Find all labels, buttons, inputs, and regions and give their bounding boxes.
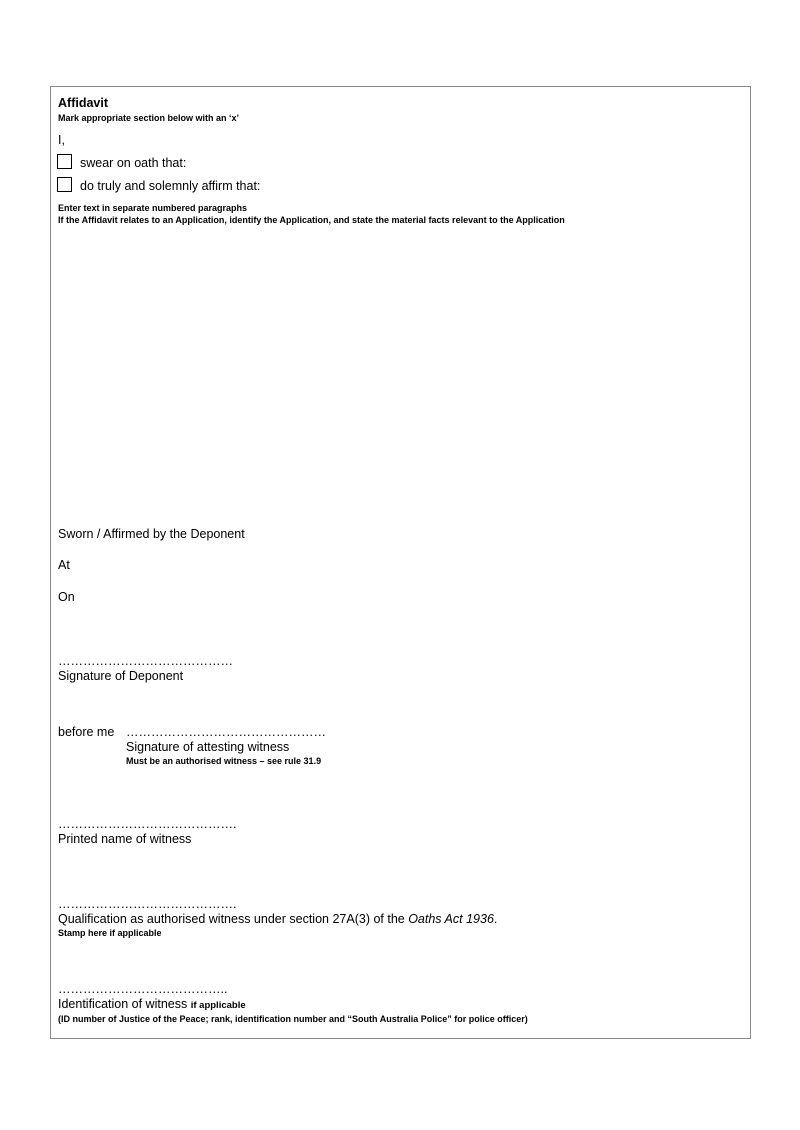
at-label: At <box>58 558 70 572</box>
printed-name-label: Printed name of witness <box>58 832 192 846</box>
qualification-text: Qualification as authorised witness under section 27A(3) of the <box>58 912 409 926</box>
qualification-end: . <box>493 912 498 926</box>
deponent-signature-line[interactable]: …………………………………… <box>58 654 233 668</box>
affirm-checkbox[interactable] <box>57 177 72 192</box>
affidavit-text-area[interactable] <box>58 229 743 519</box>
text-instruction-2: If the Affidavit relates to an Application, identify the Application, and state the material facts relevant to the Application <box>58 215 565 225</box>
swear-checkbox[interactable] <box>57 154 72 169</box>
witness-signature-label: Signature of attesting witness <box>126 740 290 754</box>
mark-instruction: Mark appropriate section below with an ‘x’ <box>58 113 240 123</box>
affidavit-form <box>50 86 751 1039</box>
identification-label <box>58 997 246 1011</box>
swear-option-label: swear on oath that: <box>80 156 187 170</box>
deponent-signature-label: Signature of Deponent <box>58 669 184 683</box>
identification-line[interactable]: ………………………………….. <box>58 982 228 996</box>
witness-signature-line[interactable]: ………………………………………… <box>126 725 326 739</box>
affirm-option-label: do truly and solemnly affirm that: <box>80 179 261 193</box>
on-label: On <box>58 590 75 604</box>
form-title: Affidavit <box>58 96 108 110</box>
identification-text: Identification of witness <box>58 997 191 1011</box>
deponent-prefix: I, <box>58 133 65 147</box>
before-me-label: before me <box>58 725 115 739</box>
stamp-note: Stamp here if applicable <box>58 928 162 938</box>
sworn-by-label: Sworn / Affirmed by the Deponent <box>58 527 245 541</box>
qualification-line[interactable]: ……………………………………. <box>58 897 237 911</box>
oaths-act-title: Oaths Act 1936 <box>408 912 494 926</box>
identification-note: (ID number of Justice of the Peace; rank, identification number and “South Australia Police” for police officer) <box>58 1014 528 1024</box>
witness-note: Must be an authorised witness – see rule 31.9 <box>126 756 322 766</box>
identification-applicable: if applicable <box>190 1000 246 1011</box>
qualification-label <box>58 912 497 926</box>
printed-name-line[interactable]: ……………………………………. <box>58 817 237 831</box>
text-instruction-1: Enter text in separate numbered paragraphs <box>58 203 248 213</box>
